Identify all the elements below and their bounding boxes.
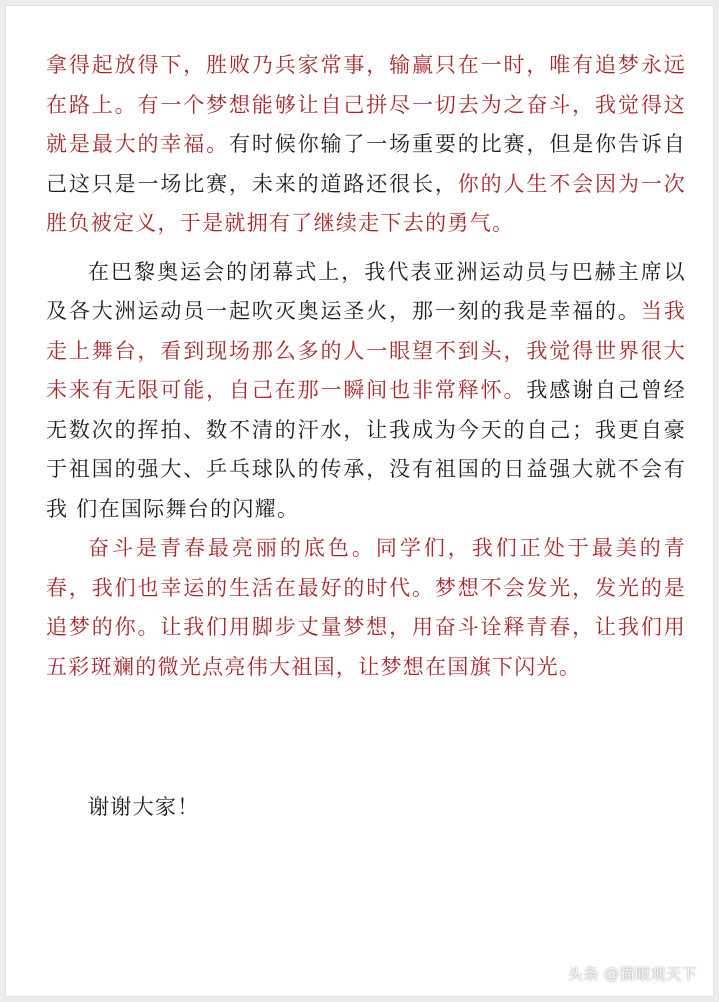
closing-line: 谢谢大家！ xyxy=(88,795,200,819)
paragraph-2-highlight: 当我走上舞台，看到现场那么多的人一眼望不到头，我觉得世界很大未来有无限可能，自己在那一瞬间也非常释怀。 xyxy=(46,299,686,402)
paragraph-3-highlight: 奋斗是青春最亮丽的底色。同学们，我们正处于最美的青春，我们也幸运的生活在最好的时代。梦想不会发光，发光的是追梦的你。让我们用脚步丈量梦想，用奋斗诠释青春，让我们用五彩斑斓的微光点亮伟大祖国，让梦想在国旗下闪光。 xyxy=(46,536,686,679)
paragraph-3 xyxy=(46,529,686,687)
source-watermark: 头条 @猫眼观天下 xyxy=(567,965,697,983)
essay-body xyxy=(46,46,686,687)
paragraph-1-highlight-2: 你的人生不会因为一次胜负被定义，于是就拥有了继续走下去的勇气。 xyxy=(46,171,686,235)
paragraph-2-text-1: 在巴黎奥运会的闭幕式上，我代表亚洲运动员与巴赫主席以及各大洲运动员一起吹灭奥运圣火，那一刻的我是幸福的。 xyxy=(46,259,686,323)
document-page xyxy=(6,6,713,996)
paragraph-2-text-2: 我感谢自己曾经无数次的挥拍、数不清的汗水，让我成为今天的自己；我更自豪于祖国的强大、乒乓球队的传承，没有祖国的日益强大就不会有我 们在国际舞台的闪耀。 xyxy=(46,378,686,521)
paragraph-1-highlight-1: 拿得起放得下，胜败乃兵家常事，输赢只在一时，唯有追梦永远在路上。有一个梦想能够让自己拼尽一切去为之奋斗，我觉得这就是最大的幸福。 xyxy=(46,53,686,156)
paragraph-2 xyxy=(46,253,686,530)
paragraph-1-text: 有时候你输了一场重要的比赛，但是你告诉自己这只是一场比赛，未来的道路还很长， xyxy=(46,132,687,196)
paragraph-1 xyxy=(46,46,686,244)
